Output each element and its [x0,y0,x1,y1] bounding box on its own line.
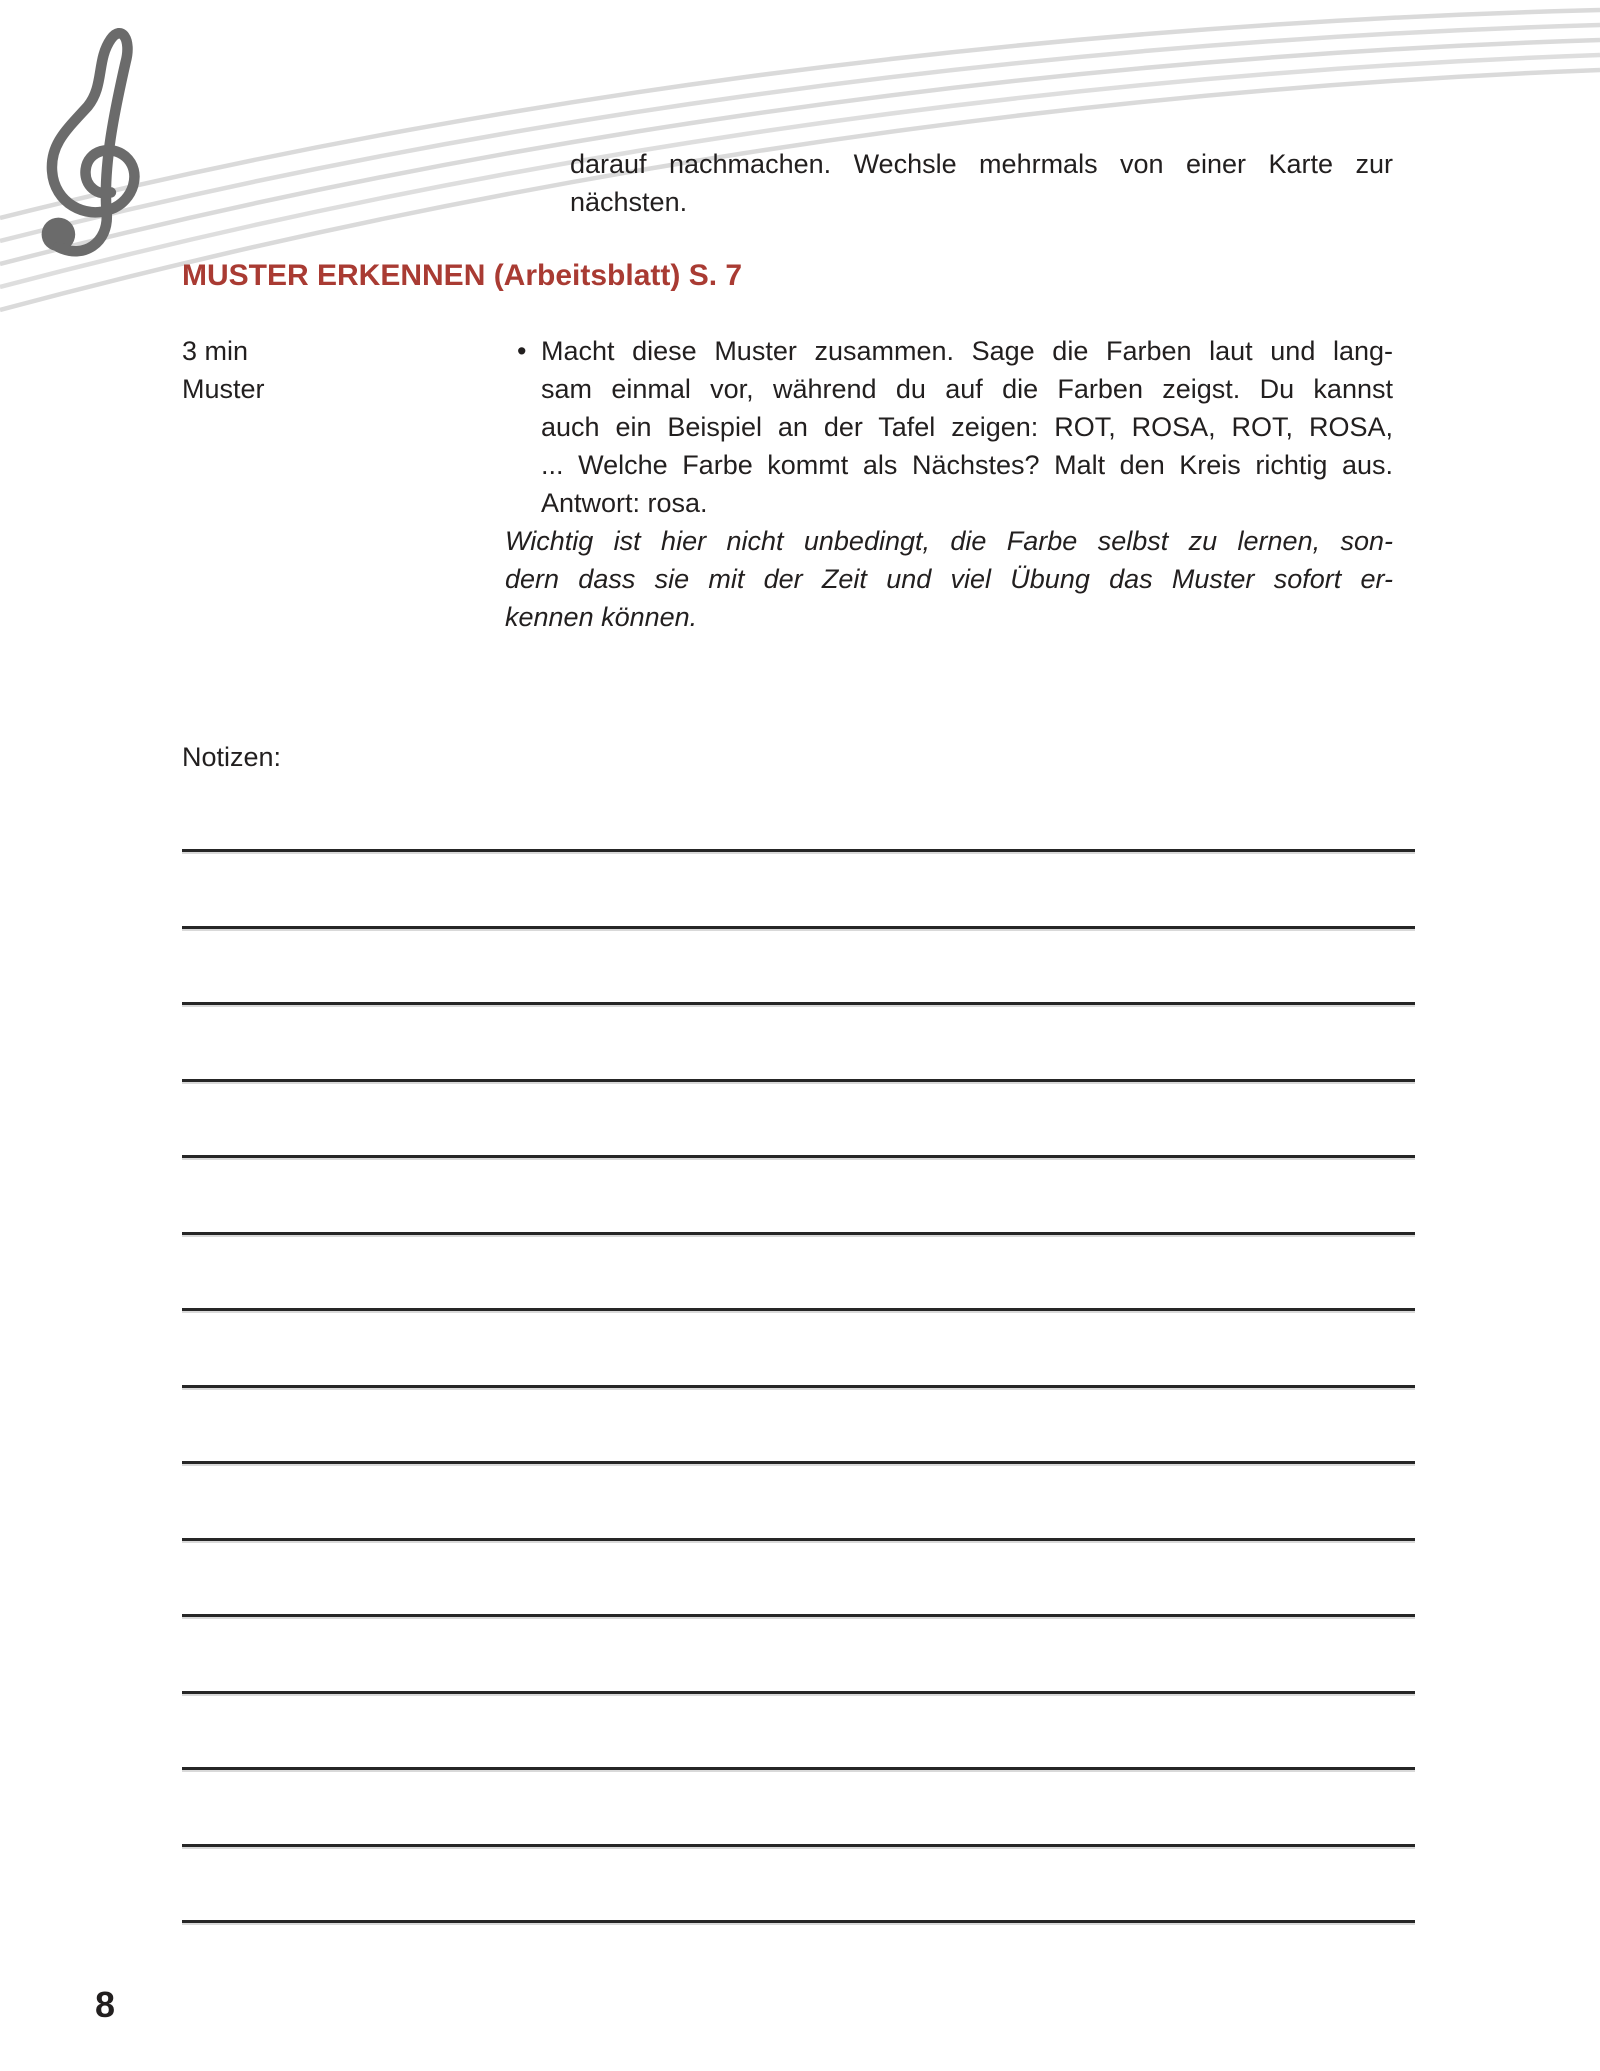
note-line [182,1002,1415,1005]
duration-label: 3 min [182,336,249,366]
intro-line: nächsten. [570,187,688,217]
bullet-line: auch ein Beispiel an der Tafel zeigen: ROT, ROSA, ROT, ROSA, [541,412,1393,442]
note-line [182,1232,1415,1235]
note-line [182,1691,1415,1694]
didactic-note-line: kennen können. [505,602,698,632]
note-line [182,1767,1415,1770]
section-heading: MUSTER ERKENNEN (Arbeitsblatt) S. 7 [182,259,743,292]
note-line [182,1920,1415,1923]
material-label: Muster [182,374,265,404]
note-line [182,1079,1415,1082]
note-line [182,1385,1415,1388]
note-line [182,849,1415,852]
notes-label: Notizen: [182,742,282,772]
note-line [182,1461,1415,1464]
bullet-line: ... Welche Farbe kommt als Nächstes? Malt den Kreis richtig aus. [541,450,1393,480]
intro-paragraph [570,145,1393,221]
bullet-line: Antwort: rosa. [541,488,708,518]
bullet-line: sam einmal vor, während du auf die Farben zeigst. Du kannst [541,374,1393,404]
note-line [182,1308,1415,1311]
bullet-paragraph [517,332,1393,522]
page-number: 8 [95,1984,116,2025]
treble-clef-icon [26,16,158,268]
note-line [182,1538,1415,1541]
note-line [182,1614,1415,1617]
note-line [182,1155,1415,1158]
bullet-line: Macht diese Muster zusammen. Sage die Farben laut und lang- [541,336,1393,366]
didactic-note-line: Wichtig ist hier nicht unbedingt, die Farbe selbst zu lernen, son- [505,526,1393,556]
margin-column [182,332,502,408]
note-line [182,926,1415,929]
bullet-icon: • [517,336,527,366]
note-lines [182,849,1415,1929]
note-line [182,1844,1415,1847]
didactic-note-line: dern dass sie mit der Zeit und viel Übung das Muster sofort er- [505,564,1393,594]
intro-line: darauf nachmachen. Wechsle mehrmals von einer Karte zur [570,149,1393,179]
didactic-note [505,522,1393,636]
